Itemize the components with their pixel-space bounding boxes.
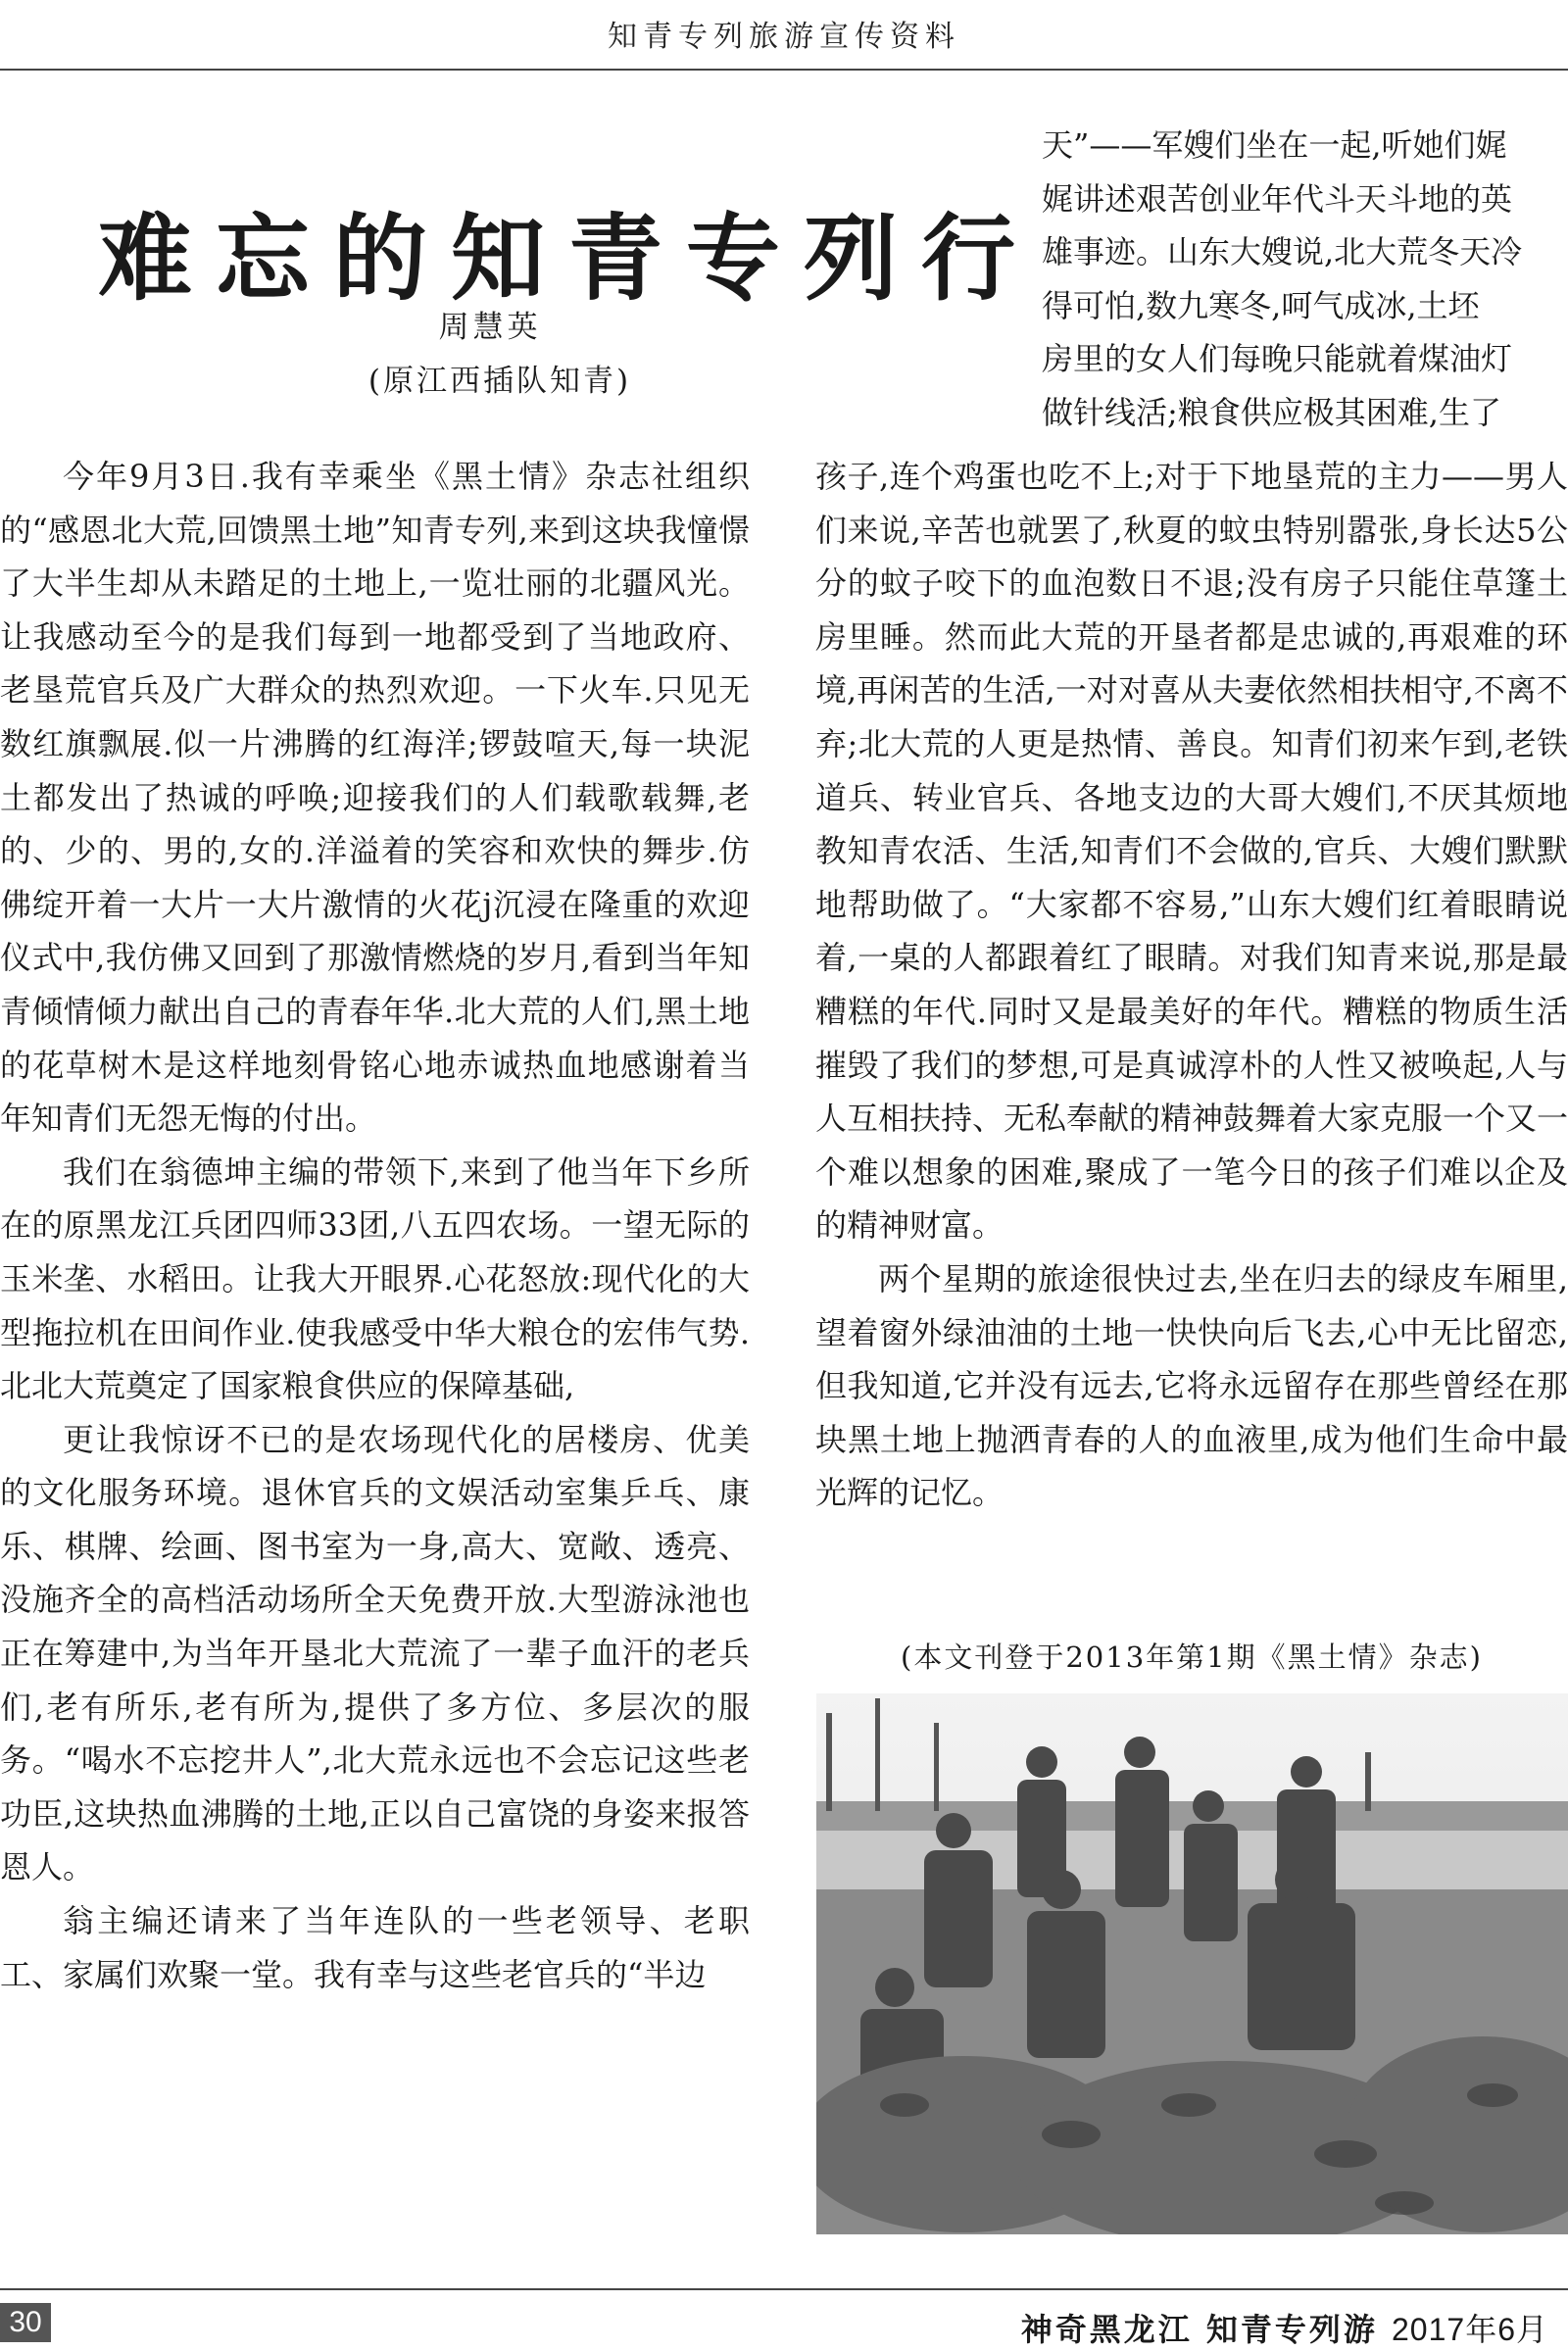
footer-publication — [1021, 2305, 1548, 2350]
body-column-left — [0, 450, 750, 2001]
body-line: 天”——军嫂们坐在一起,听她们娓 — [1042, 126, 1507, 164]
body-line: 做针线活;粮食供应极其困难,生了 — [1042, 393, 1501, 431]
body-line: 得可怕,数九寒冬,呵气成冰,土坯 — [1042, 286, 1480, 324]
body-column-right — [815, 450, 1568, 1520]
article-title: 难忘的知青专列行 — [98, 203, 1039, 314]
article-author: 周慧英 — [438, 310, 542, 345]
running-header: 知青专列旅游宣传资料 — [608, 20, 960, 54]
issue-date: 2017年6月 — [1392, 2312, 1548, 2347]
body-line: 娓讲述艰苦创业年代斗天斗地的英 — [1042, 179, 1513, 218]
body-column-right-top — [1042, 119, 1568, 440]
author-affiliation: (原江西插队知青) — [368, 364, 632, 399]
body-line: 房里的女人们每晚只能就着煤油灯 — [1042, 340, 1513, 378]
body-paragraph: 更让我惊讶不已的是农场现代化的居楼房、优美的文化服务环境。退休官兵的文娱活动室集乒乓、康乐、棋牌、绘画、图书室为一身,高大、宽敞、透亮、没施齐全的高档活动场所全天免费开放.大型游泳池也正在筹建中,为当年开垦北大荒流了一辈子血汗的老兵们,老有所乐,老有所为,提供了多方位、多层次的服务。“喝水不忘挖井人”,北大荒永远也不会忘记这些老功臣,这块热血沸腾的土地,正以自己富饶的身姿来报答恩人。 — [0, 1420, 750, 1886]
source-note: (本文刊登于2013年第1期《黑土情》杂志) — [901, 1641, 1483, 1674]
body-paragraph: 两个星期的旅途很快过去,坐在归去的绿皮车厢里,望着窗外绿油油的土地一快快向后飞去,心中无比留恋,但我知道,它并没有远去,它将永远留存在那些曾经在那块黑土地上抛洒青春的人的血液里,成为他们生命中最光辉的记忆。 — [815, 1259, 1568, 1512]
body-paragraph: 今年9月3日.我有幸乘坐《黑土情》杂志社组织的“感恩北大荒,回馈黑土地”知青专列,来到这块我憧憬了大半生却从未踏足的土地上,一览壮丽的北疆风光。让我感动至今的是我们每到一地都受到了当地政府、老垦荒官兵及广大群众的热烈欢迎。一下火车.只见无数红旗飘展.似一片沸腾的红海洋;锣鼓喧天,每一块泥土都发出了热诚的呼唤;迎接我们的人们载歌载舞,老的、少的、男的,女的.洋溢着的笑容和欢快的舞步.仿佛绽开着一大片一大片激情的火花j沉浸在隆重的欢迎仪式中,我仿佛又回到了那激情燃烧的岁月,看到当年知青倾情倾力献出自己的青春年华.北大荒的人们,黑土地的花草树木是这样地刻骨铭心地赤诚热血地感谢着当年知青们无怨无悔的付出。 — [0, 458, 750, 1138]
header-divider — [0, 69, 1568, 71]
body-paragraph: 孩子,连个鸡蛋也吃不上;对于下地垦荒的主力——男人们来说,辛苦也就罢了,秋夏的蚊虫特别嚣张,身长达5公分的蚊子咬下的血泡数日不退;没有房子只能住草篷土房里睡。然而此大荒的开垦者都是忠诚的,再艰难的环境,再闲苦的生活,一对对喜从夫妻依然相扶相守,不离不弃;北大荒的人更是热情、善良。知青们初来乍到,老铁道兵、转业官兵、各地支边的大哥大嫂们,不厌其烦地教知青农活、生活,知青们不会做的,官兵、大嫂们默默地帮助做了。“大家都不容易,”山东大嫂们红着眼睛说着,一桌的人都跟着红了眼睛。对我们知青来说,那是最糟糕的年代.同时又是最美好的年代。糟糕的物质生活摧毁了我们的梦想,可是真诚淳朴的人性又被唤起,人与人互相扶持、无私奉献的精神鼓舞着大家克服一个又一个难以想象的困难,聚成了一笔今日的孩子们难以企及的精神财富。 — [815, 458, 1568, 1245]
body-paragraph: 翁主编还请来了当年连队的一些老领导、老职工、家属们欢聚一堂。我有幸与这些老官兵的“半边 — [0, 1902, 750, 1993]
article-photo — [816, 1693, 1568, 2234]
body-paragraph: 我们在翁德坤主编的带领下,来到了他当年下乡所在的原黑龙江兵团四师33团,八五四农场。一望无际的玉米垄、水稻田。让我大开眼界.心花怒放:现代化的大型拖拉机在田间作业.使我感受中华大粮仓的宏伟气势.北北大荒奠定了国家粮食供应的保障基础, — [0, 1152, 750, 1405]
page-number: 30 — [0, 2303, 51, 2342]
footer-divider — [0, 2288, 1568, 2290]
photo-illustration — [816, 1693, 1568, 2234]
body-line: 雄事迹。山东大嫂说,北大荒冬天冷 — [1042, 233, 1523, 271]
publication-name: 神奇黑龙江 知青专列游 — [1020, 2311, 1378, 2348]
